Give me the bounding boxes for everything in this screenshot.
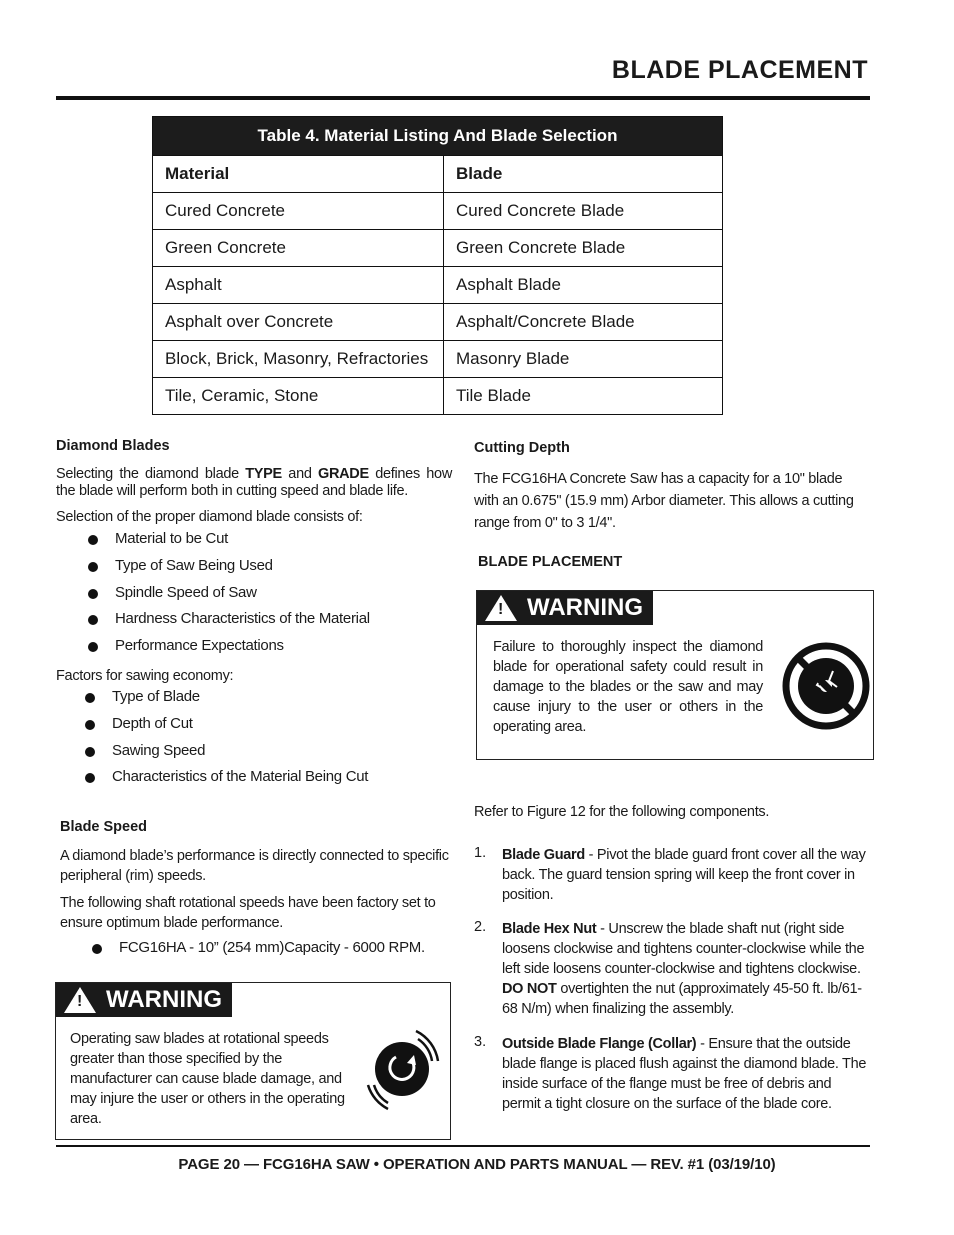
step-title: Blade Guard xyxy=(502,847,585,863)
warning-tag xyxy=(56,983,232,1017)
factors-list xyxy=(112,688,368,795)
step-title: Blade Hex Nut xyxy=(502,921,597,937)
list-item: FCG16HA - 10” (254 mm)Capacity - 6000 RPM. xyxy=(119,939,425,966)
warning-triangle-icon: ! xyxy=(64,987,96,1013)
list-item: Type of Saw Being Used xyxy=(115,557,370,584)
table-header-row xyxy=(153,156,723,193)
text-span: Selecting the diamond blade xyxy=(56,466,246,482)
grade-emphasis: GRADE xyxy=(317,466,369,482)
step-title: Outside Blade Flange (Collar) xyxy=(502,1036,697,1052)
warning-box-inspection xyxy=(476,590,874,760)
factors-heading: Factors for sawing economy: xyxy=(56,668,234,684)
step-text: - Unscrew the blade shaft nut (right side loosens clockwise and tightens counter-clockwise while the left side loosens counter-clockwise and tightens clockwise. xyxy=(502,921,865,977)
table-row xyxy=(153,267,723,304)
table-cell: Asphalt over Concrete xyxy=(153,304,444,341)
warning-text: Failure to thoroughly inspect the diamond blade for operational safety could result in damage to the blades or the saw and may cause injury to the user or others in the operating area. xyxy=(493,639,763,735)
warning-tag xyxy=(477,591,653,625)
footer-rule xyxy=(56,1145,870,1147)
table-cell: Tile Blade xyxy=(444,378,723,415)
step-2-blade-hex-nut xyxy=(502,919,870,1019)
column-header: Blade xyxy=(444,156,723,193)
list-item: Hardness Characteristics of the Material xyxy=(115,610,370,637)
table-cell: Asphalt Blade xyxy=(444,267,723,304)
material-blade-table xyxy=(152,116,723,415)
warning-text: Operating saw blades at rotational speeds greater than those specified by the manufacturer can cause blade damage, and may injure the user or others in the operating area. xyxy=(70,1031,345,1127)
step-text: - Pivot the blade guard front cover all the way back. The guard tension spring will keep the front cover in position. xyxy=(502,847,866,903)
table-row xyxy=(153,304,723,341)
header-rule xyxy=(56,96,870,100)
list-item: Depth of Cut xyxy=(112,715,368,742)
step-text: - Ensure that the outside blade flange is placed flush against the diamond blade. The inside surface of the flange must be free of debris and permit a tight closure on the surface of the blade core. xyxy=(502,1036,867,1112)
selection-intro: Selection of the proper diamond blade consists of: xyxy=(56,509,363,525)
table-cell: Tile, Ceramic, Stone xyxy=(153,378,444,415)
list-item: Sawing Speed xyxy=(112,742,368,769)
list-item: Spindle Speed of Saw xyxy=(115,584,370,611)
refer-text: Refer to Figure 12 for the following components. xyxy=(474,804,770,820)
column-header: Material xyxy=(153,156,444,193)
selection-list xyxy=(115,530,370,664)
step-1-blade-guard xyxy=(502,845,870,905)
table-cell: Block, Brick, Masonry, Refractories xyxy=(153,341,444,378)
cutting-depth-heading: Cutting Depth xyxy=(474,440,570,456)
warning-label: WARNING xyxy=(527,594,643,621)
step-number: 1. xyxy=(474,845,487,861)
text-span: defines how the blade will perform both in cutting speed and blade life. xyxy=(56,466,452,499)
table-row xyxy=(153,193,723,230)
blade-speed-paragraph-1: A diamond blade’s performance is directly connected to specific peripheral (rim) speeds. xyxy=(60,848,449,884)
blade-speed-paragraph-2: The following shaft rotational speeds have been factory set to ensure optimum blade performance. xyxy=(60,895,436,931)
list-item: Characteristics of the Material Being Cut xyxy=(112,768,368,795)
warning-label: WARNING xyxy=(106,986,222,1013)
table-caption: Table 4. Material Listing And Blade Selection xyxy=(152,116,723,155)
prohibited-damaged-blade-icon xyxy=(781,641,871,731)
table-cell: Asphalt/Concrete Blade xyxy=(444,304,723,341)
blade-speed-heading: Blade Speed xyxy=(60,819,148,835)
table-cell: Cured Concrete Blade xyxy=(444,193,723,230)
type-emphasis: TYPE xyxy=(245,466,282,482)
table-row xyxy=(153,378,723,415)
text-span: and xyxy=(281,466,318,482)
do-not-emphasis: DO NOT xyxy=(502,981,557,997)
step-number: 2. xyxy=(474,919,487,935)
rotation-speed-icon xyxy=(366,1023,442,1113)
speed-list xyxy=(119,939,425,966)
warning-triangle-icon: ! xyxy=(485,595,517,621)
table-cell: Masonry Blade xyxy=(444,341,723,378)
table-row xyxy=(153,341,723,378)
page-title: BLADE PLACEMENT xyxy=(611,56,868,84)
list-item: Type of Blade xyxy=(112,688,368,715)
warning-box-speed xyxy=(55,982,451,1140)
table-cell: Cured Concrete xyxy=(153,193,444,230)
blade-placement-heading: BLADE PLACEMENT xyxy=(478,554,623,570)
list-item: Material to be Cut xyxy=(115,530,370,557)
step-number: 3. xyxy=(474,1034,487,1050)
cutting-depth-paragraph: The FCG16HA Concrete Saw has a capacity for a 10" blade with an 0.675" (15.9 mm) Arbor diameter. This allows a cutting range from 0" to 3 1/4". xyxy=(474,471,854,531)
diamond-blades-heading: Diamond Blades xyxy=(56,438,170,454)
page-footer: PAGE 20 — FCG16HA SAW • OPERATION AND PARTS MANUAL — REV. #1 (03/19/10) xyxy=(178,1156,776,1173)
diamond-blades-paragraph xyxy=(56,466,452,500)
table-cell: Asphalt xyxy=(153,267,444,304)
table-cell: Green Concrete xyxy=(153,230,444,267)
step-3-outside-flange xyxy=(502,1034,870,1114)
list-item: Performance Expectations xyxy=(115,637,370,664)
table-row xyxy=(153,230,723,267)
step-text: overtighten the nut (approximately 45-50 ft. lb/61-68 N/m) when finalizing the assembly. xyxy=(502,981,862,1017)
table-cell: Green Concrete Blade xyxy=(444,230,723,267)
